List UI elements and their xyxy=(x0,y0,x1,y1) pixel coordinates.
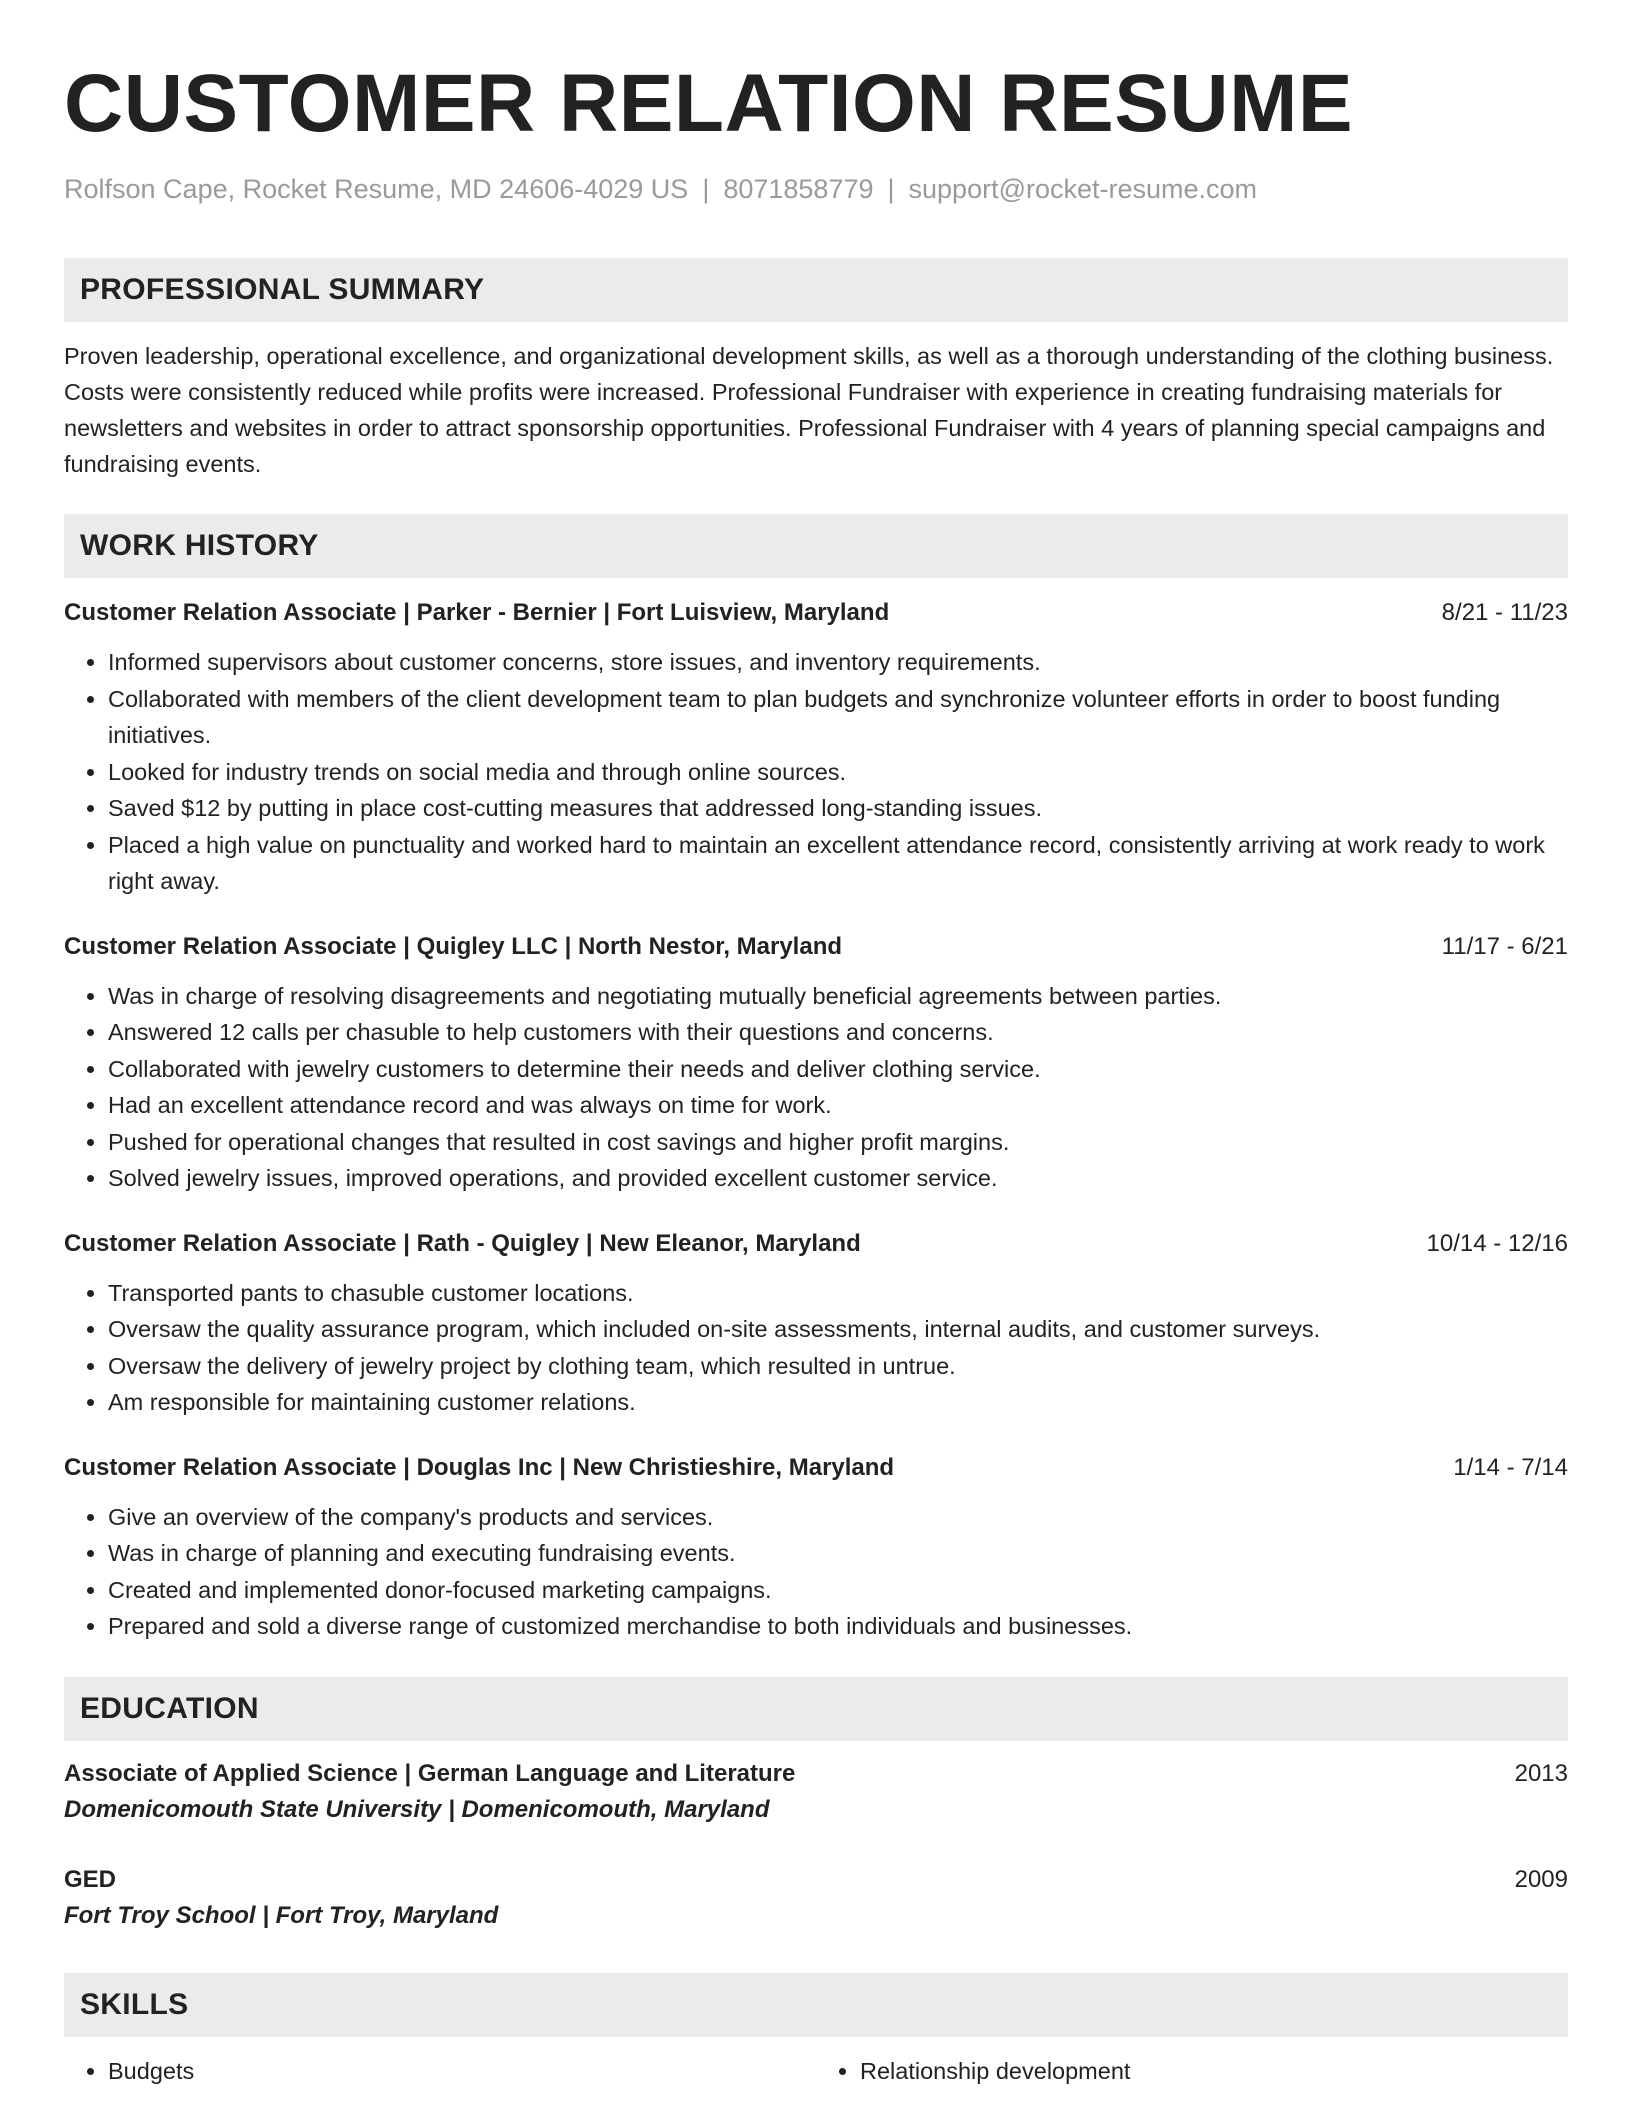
contact-email: support@rocket-resume.com xyxy=(908,174,1258,204)
job-bullets xyxy=(64,978,1568,1197)
job-bullets xyxy=(64,644,1568,900)
job-entry xyxy=(64,1227,1568,1421)
job-entry xyxy=(64,1451,1568,1645)
education-header xyxy=(64,1757,1568,1791)
job-bullet: • Prepared and sold a diverse range of customized merchandise to both individuals and businesses. xyxy=(108,1608,1568,1645)
contact-phone: 8071858779 xyxy=(723,174,874,204)
contact-address: Rolfson Cape, Rocket Resume, MD 24606-4029 US xyxy=(64,174,689,204)
section-header-work-history: WORK HISTORY xyxy=(64,514,1568,578)
job-bullet: • Am responsible for maintaining customer relations. xyxy=(108,1384,1568,1421)
skills-column-right xyxy=(816,2053,1568,2089)
job-bullet: • Transported pants to chasuble customer locations. xyxy=(108,1275,1568,1312)
job-bullet: • Give an overview of the company's products and services. xyxy=(108,1499,1568,1536)
job-bullet: • Collaborated with jewelry customers to determine their needs and deliver clothing service. xyxy=(108,1051,1568,1088)
job-header xyxy=(64,596,1568,630)
job-bullet: • Was in charge of planning and executing fundraising events. xyxy=(108,1535,1568,1572)
job-bullet: • Oversaw the quality assurance program, which included on-site assessments, internal audits, and customer surveys. xyxy=(108,1311,1568,1348)
job-bullets xyxy=(64,1275,1568,1421)
section-header-education: EDUCATION xyxy=(64,1677,1568,1741)
job-bullets xyxy=(64,1499,1568,1645)
job-bullet: • Saved $12 by putting in place cost-cutting measures that addressed long-standing issues. xyxy=(108,790,1568,827)
contact-separator: | xyxy=(887,174,895,204)
skills-list xyxy=(64,2053,1568,2089)
education-degree: GED xyxy=(64,1865,117,1893)
section-header-summary: PROFESSIONAL SUMMARY xyxy=(64,258,1568,322)
skill-item: • Relationship development xyxy=(860,2053,1568,2089)
job-dates: 1/14 - 7/14 xyxy=(1453,1453,1568,1481)
job-bullet: • Pushed for operational changes that resulted in cost savings and higher profit margins. xyxy=(108,1124,1568,1161)
skills-column-left xyxy=(64,2053,816,2089)
summary-text: Proven leadership, operational excellence, and organizational development skills, as well as a thorough understanding of the clothing business. Costs were consistently reduced while profits were increased. Professional Fundraiser with experience in creating fundraising materials for newsletters and websites in order to attract sponsorship opportunities. Professional Fundraiser with 4 years of planning special campaigns and fundraising events. xyxy=(64,343,1554,477)
job-bullet: • Oversaw the delivery of jewelry project by clothing team, which resulted in untrue. xyxy=(108,1348,1568,1385)
job-entry xyxy=(64,930,1568,1197)
education-degree: Associate of Applied Science | German Language and Literature xyxy=(64,1759,796,1787)
job-bullet: • Had an excellent attendance record and was always on time for work. xyxy=(108,1087,1568,1124)
education-school: Fort Troy School | Fort Troy, Maryland xyxy=(64,1901,499,1929)
job-bullet: • Placed a high value on punctuality and worked hard to maintain an excellent attendance record, consistently arriving at work ready to work right away. xyxy=(108,827,1568,900)
education-year: 2009 xyxy=(1514,1865,1568,1893)
education-entry xyxy=(64,1757,1568,1829)
contact-line xyxy=(64,172,1568,206)
job-bullet: • Was in charge of resolving disagreements and negotiating mutually beneficial agreements between parties. xyxy=(108,978,1568,1015)
job-dates: 8/21 - 11/23 xyxy=(1441,599,1568,626)
contact-separator: | xyxy=(702,174,710,204)
job-bullet: • Answered 12 calls per chasuble to help customers with their questions and concerns. xyxy=(108,1014,1568,1051)
job-title: Customer Relation Associate | Parker - Bernier | Fort Luisview, Maryland xyxy=(64,599,890,626)
job-bullet: • Created and implemented donor-focused marketing campaigns. xyxy=(108,1572,1568,1609)
job-dates: 10/14 - 12/16 xyxy=(1426,1229,1568,1257)
job-dates: 11/17 - 6/21 xyxy=(1441,932,1568,960)
job-entry xyxy=(64,596,1568,900)
resume-title: CUSTOMER RELATION RESUME xyxy=(64,58,1354,149)
section-header-skills: SKILLS xyxy=(64,1973,1568,2037)
education-school: Domenicomouth State University | Domenicomouth, Maryland xyxy=(64,1795,770,1823)
skill-item: • Budgets xyxy=(108,2053,816,2089)
job-header xyxy=(64,1451,1568,1485)
job-title: Customer Relation Associate | Douglas Inc | New Christieshire, Maryland xyxy=(64,1453,895,1481)
job-bullet: • Looked for industry trends on social media and through online sources. xyxy=(108,754,1568,791)
job-header xyxy=(64,930,1568,964)
education-entry xyxy=(64,1863,1568,1935)
job-bullet: • Informed supervisors about customer concerns, store issues, and inventory requirements. xyxy=(108,644,1568,681)
job-header xyxy=(64,1227,1568,1261)
education-header xyxy=(64,1863,1568,1897)
education-year: 2013 xyxy=(1514,1759,1568,1787)
job-title: Customer Relation Associate | Rath - Quigley | New Eleanor, Maryland xyxy=(64,1229,861,1257)
job-title: Customer Relation Associate | Quigley LLC | North Nestor, Maryland xyxy=(64,932,843,960)
job-bullet: • Collaborated with members of the client development team to plan budgets and synchronize volunteer efforts in order to boost funding initiatives. xyxy=(108,681,1568,754)
job-bullet: • Solved jewelry issues, improved operations, and provided excellent customer service. xyxy=(108,1160,1568,1197)
